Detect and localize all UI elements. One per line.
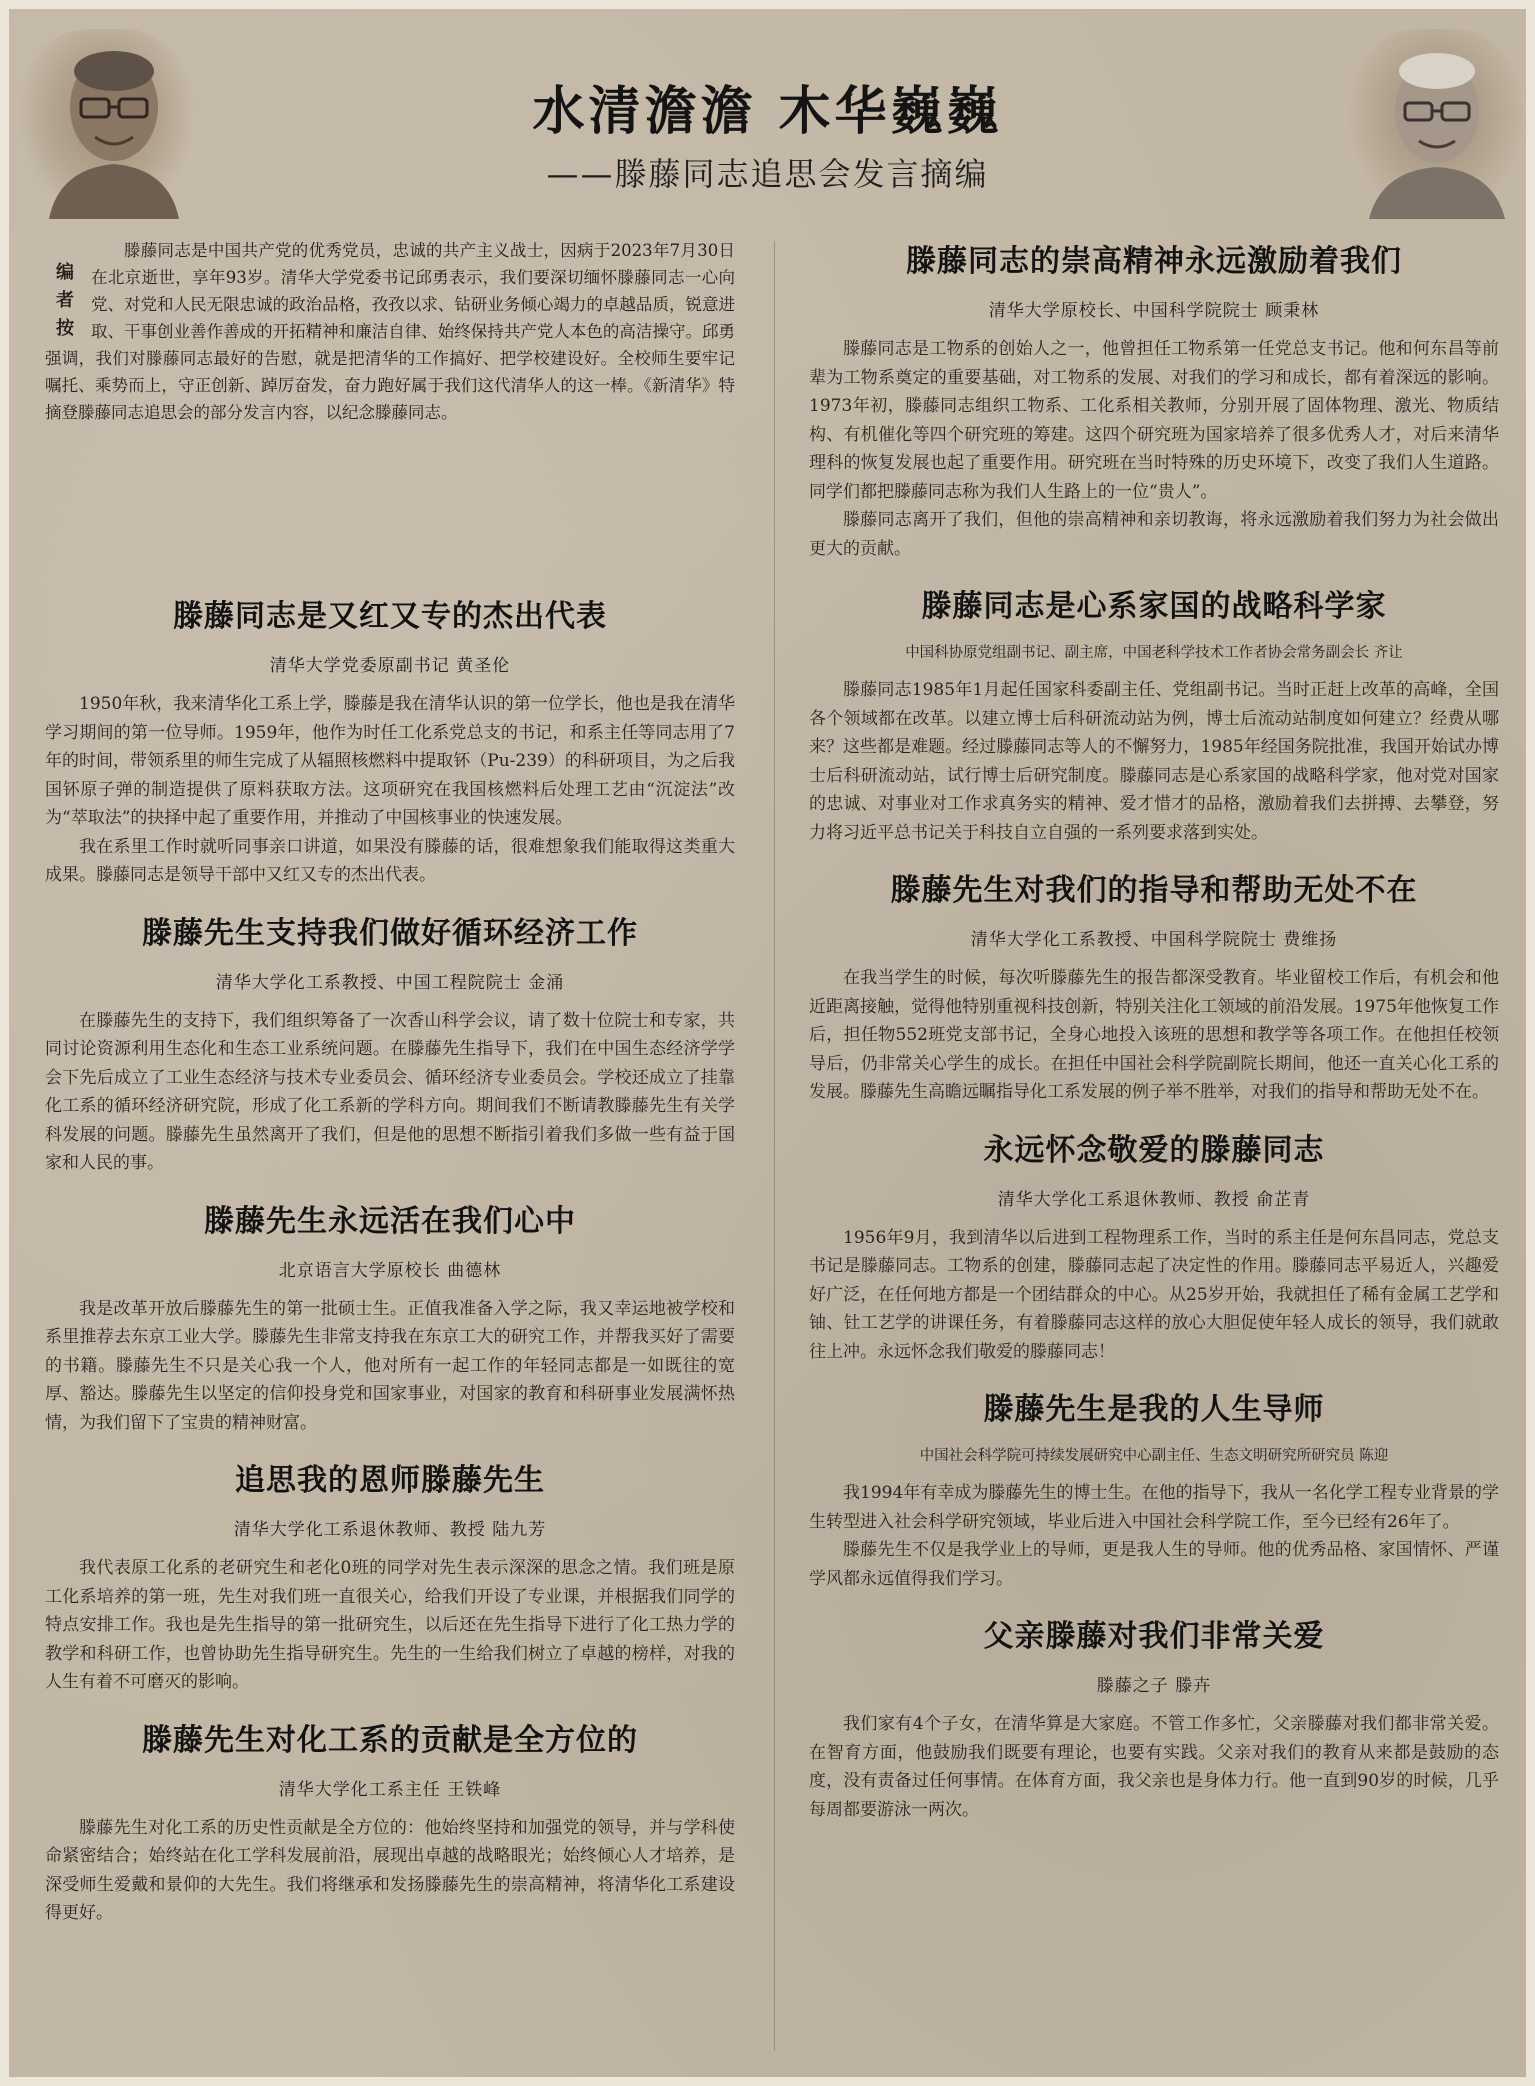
article-author: 清华大学原校长、中国科学院院士 顾秉林 <box>988 301 1320 321</box>
article-paragraph: 滕藤先生对化工系的历史性贡献是全方位的：他始终坚持和加强党的领导，并与学科使命紧密结合；始终站在化工学科发展前沿，展现出卓越的战略眼光；始终倾心人才培养，是深受师生爱戴和景仰的大先生。我们将继承和发扬滕藤先生的崇高精神，将清华化工系建设得更好。 <box>45 1817 735 1923</box>
article-author: 清华大学化工系退休教师、教授 陆九芳 <box>233 1520 547 1540</box>
page-title: 水清澹澹 木华巍巍 <box>532 81 1003 142</box>
article-paragraph: 在我当学生的时候，每次听滕藤先生的报告都深受教育。毕业留校工作后，有机会和他近距离接触，觉得他特别重视科技创新，特别关注化工领域的前沿发展。1975年他恢复工作后，担任物552班党支部书记，全身心地投入该班的思想和教学等各项工作。在他担任校领导后，仍非常关心学生的成长。在担任中国社会科学院副院长期间，他还一直关心化工系的发展。滕藤先生高瞻远瞩指导化工系发展的例子举不胜举，对我们的指导和帮助无处不在。 <box>809 968 1499 1102</box>
article-author: 北京语言大学原校长 曲德林 <box>278 1260 502 1281</box>
article-section <box>809 1131 1499 1367</box>
newspaper-page <box>9 9 1526 2077</box>
article-paragraph: 滕藤先生不仅是我学业上的导师，更是我人生的导师。他的优秀品格、家国情怀、严谨学风都永远值得我们学习。 <box>809 1540 1499 1589</box>
article-author: 中国科协原党组副书记、副主席，中国老科学技术工作者协会常务副会长 齐让 <box>905 645 1403 661</box>
article-title: 追思我的恩师滕藤先生 <box>235 1463 545 1498</box>
article-title: 父亲滕藤对我们非常关爱 <box>983 1619 1325 1654</box>
article-body <box>809 1224 1499 1367</box>
article-title: 滕藤先生对我们的指导和帮助无处不在 <box>890 873 1418 908</box>
article-section <box>45 914 735 1178</box>
article-section <box>45 1721 735 1928</box>
article-title: 滕藤先生支持我们做好循环经济工作 <box>142 915 638 951</box>
article-body <box>809 1710 1499 1824</box>
article-paragraph: 滕藤同志1985年1月起任国家科委副主任、党组副书记。当时正赶上改革的高峰，全国各个领域都在改革。以建立博士后科研流动站为例，博士后流动站制度如何建立？经费从哪来？这些都是难题。经过滕藤同志等人的不懈努力，1985年经国务院批准，我国开始试办博士后科研流动站，试行博士后研究制度。滕藤同志是心系家国的战略科学家，他对党对国家的忠诚、对事业对工作求真务实的精神、爱才惜才的品格，激励着我们去拼搏、去攀登，努力将习近平总书记关于科技自立自强的一系列要求落到实处。 <box>809 680 1499 843</box>
left-column <box>45 237 735 1928</box>
article-paragraph: 滕藤同志离开了我们，但他的崇高精神和亲切教诲，将永远激励着我们努力为社会做出更大的贡献。 <box>809 510 1499 559</box>
article-paragraph: 滕藤同志是工物系的创始人之一，他曾担任工物系第一任党总支书记。他和何东昌等前辈为工物系奠定的重要基础，对工物系的发展、对我们的学习和成长，都有着深远的影响。1973年初，滕藤同志组织工物系、工化系相关教师，分别开展了固体物理、激光、物质结构、有机催化等四个研究班的筹建。这四个研究班为国家培养了很多优秀人才，对后来清华理科的恢复发展也起了重要作用。研究班在当时特殊的历史环境下，改变了我们人生道路。同学们都把滕藤同志称为我们人生路上的一位“贵人”。 <box>809 339 1499 502</box>
article-paragraph: 我是改革开放后滕藤先生的第一批硕士生。正值我准备入学之际，我又幸运地被学校和系里推荐去东京工业大学。滕藤先生非常支持我在东京工大的研究工作，并帮我买好了需要的书籍。滕藤先生不只是关心我一个人，他对所有一起工作的年轻同志都是一如既往的宽厚、豁达。滕藤先生以坚定的信仰投身党和国家事业，对国家的教育和科研事业发展满怀热情，为我们留下了宝贵的精神财富。 <box>45 1298 735 1433</box>
article-author: 清华大学化工系退休教师、教授 俞芷青 <box>997 1189 1311 1210</box>
article-section <box>45 597 735 890</box>
article-paragraph: 我们家有4个子女，在清华算是大家庭。不管工作多忙，父亲滕藤对我们都非常关爱。在智育方面，他鼓励我们既要有理论，也要有实践。父亲对我们的教育从来都是鼓励的态度，没有责备过任何事情。在体育方面，我父亲也是身体力行。他一直到90岁的时候，几乎每周都要游泳一两次。 <box>809 1714 1499 1820</box>
article-title: 滕藤同志的崇高精神永远激励着我们 <box>906 244 1402 279</box>
article-paragraph: 我在系里工作时就听同事亲口讲道，如果没有滕藤的话，很难想象我们能取得这类重大成果。滕藤同志是领导干部中又红又专的杰出代表。 <box>45 836 735 885</box>
right-column <box>809 237 1499 1824</box>
article-paragraph: 我代表原工化系的老研究生和老化0班的同学对先生表示深深的思念之情。我们班是原工化系培养的第一班，先生对我们班一直很关心，给我们开设了专业课，并根据我们同学的特点安排工作。我也是先生指导的第一批研究生，以后还在先生指导下进行了化工热力学的教学和科研工作，也曾协助先生指导研究生。先生的一生给我们树立了卓越的榜样，对我的人生有着不可磨灭的影响。 <box>45 1558 735 1692</box>
article-paragraph: 1956年9月，我到清华以后进到工程物理系工作，当时的系主任是何东昌同志，党总支书记是滕藤同志。工物系的创建，滕藤同志起了决定性的作用。滕藤同志平易近人，兴趣爱好广泛，在任何地方都是一个团结群众的中心。从25岁开始，我就担任了稀有金属工艺学和铀、钍工艺学的讲课任务，有着滕藤同志这样的放心大胆促使年轻人成长的领导，我们就敢往上冲。永远怀念我们敬爱的滕藤同志！ <box>809 1227 1499 1362</box>
article-body <box>809 335 1499 563</box>
article-title: 滕藤先生永远活在我们心中 <box>204 1203 576 1239</box>
article-author: 清华大学党委原副书记 黄圣伦 <box>269 656 511 676</box>
article-author: 滕藤之子 滕卉 <box>1096 1676 1212 1696</box>
article-section <box>809 587 1499 847</box>
article-body <box>45 1814 735 1928</box>
article-author: 清华大学化工系教授、中国工程院院士 金涌 <box>215 972 565 993</box>
article-body <box>45 1007 735 1178</box>
article-title: 滕藤先生对化工系的贡献是全方位的 <box>142 1722 638 1758</box>
editor-note-label: 编 者 按 <box>56 262 74 339</box>
article-body <box>45 1295 735 1438</box>
article-body <box>809 676 1499 847</box>
article-section <box>809 1390 1499 1593</box>
article-body <box>45 690 735 890</box>
article-body <box>809 1479 1499 1593</box>
article-author: 清华大学化工系教授、中国科学院院士 费维扬 <box>970 930 1338 950</box>
article-paragraph: 我1994年有幸成为滕藤先生的博士生。在他的指导下，我从一名化学工程专业背景的学生转型进入社会科学研究领域，毕业后进入中国社会科学院工作，至今已经有26年了。 <box>809 1483 1499 1532</box>
article-section <box>809 871 1499 1107</box>
article-paragraph: 在滕藤先生的支持下，我们组织筹备了一次香山科学会议，请了数十位院士和专家，共同讨论资源利用生态化和生态工业系统问题。在滕藤先生指导下，我们在中国生态经济学学会下先后成立了工业生态经济与技术专业委员会、循环经济专业委员会。学校还成立了挂靠化工系的循环经济研究院，形成了化工系新的学科方向。期间我们不断请教滕藤先生有关学科发展的问题。滕藤先生虽然离开了我们，但是他的思想不断指引着我们多做一些有益于国家和人民的事。 <box>45 1010 735 1173</box>
page-subtitle: ——滕藤同志追思会发言摘编 <box>546 155 989 193</box>
article-section <box>809 1617 1499 1824</box>
article-title: 滕藤先生是我的人生导师 <box>983 1392 1325 1427</box>
article-body <box>45 1554 735 1697</box>
article-body <box>809 964 1499 1107</box>
article-title: 滕藤同志是心系家国的战略科学家 <box>921 589 1387 624</box>
editor-note-text: 滕藤同志是中国共产党的优秀党员，忠诚的共产主义战士，因病于2023年7月30日在北京逝世，享年93岁。清华大学党委书记邱勇表示，我们要深切缅怀滕藤同志一心向党、对党和人民无限忠诚的政治品格，孜孜以求、钻研业务倾心竭力的卓越品质，锐意进取、干事创业善作善成的开拓精神和廉洁自律、始终保持共产党人本色的高洁操守。邱勇强调，我们对滕藤同志最好的告慰，就是把清华的工作搞好、把学校建设好。全校师生要牢记嘱托、乘势而上，守正创新、踔厉奋发，奋力跑好属于我们这代清华人的这一棒。《新清华》特摘登滕藤同志追思会的部分发言内容，以纪念滕藤同志。 <box>45 241 735 422</box>
article-paragraph: 1950年秋，我来清华化工系上学，滕藤是我在清华认识的第一位学长，他也是我在清华学习期间的第一位导师。1959年，他作为时任工化系党总支的书记，和系主任等同志用了7年的时间，带领系里的师生完成了从辐照核燃料中提取钚（Pu-239）的科研项目，为之后我国钚原子弹的制造提供了原料获取方法。这项研究在我国核燃料后处理工艺由“沉淀法”改为“萃取法”的抉择中起了重要作用，并推动了中国核事业的快速发展。 <box>45 694 735 828</box>
column-divider <box>774 241 775 2051</box>
article-section <box>809 242 1499 563</box>
article-title: 永远怀念敬爱的滕藤同志 <box>983 1132 1325 1168</box>
article-section <box>45 1461 735 1697</box>
editor-note <box>45 237 735 507</box>
article-title: 滕藤同志是又红又专的杰出代表 <box>173 599 607 634</box>
article-section <box>45 1202 735 1438</box>
article-author: 清华大学化工系主任 王铁峰 <box>278 1779 502 1800</box>
article-author: 中国社会科学院可持续发展研究中心副主任、生态文明研究所研究员 陈迎 <box>919 1448 1389 1464</box>
